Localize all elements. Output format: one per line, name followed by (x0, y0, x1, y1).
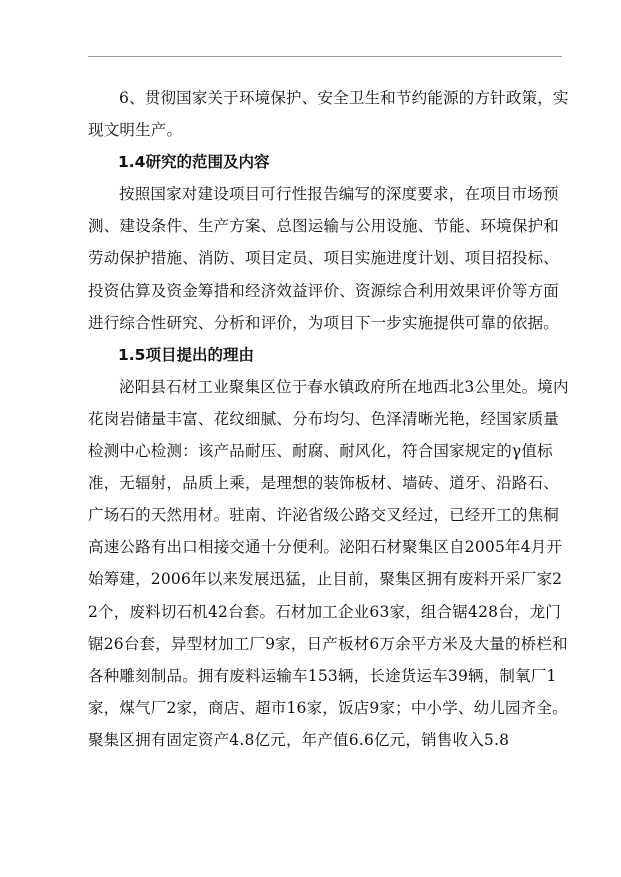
section-heading-1-4: 1.4研究的范围及内容 (118, 153, 270, 172)
section-body-1-4: 按照国家对建设项目可行性报告编写的深度要求，在项目市场预测、建设条件、生产方案、总图运输与公用设施、节能、环境保护和劳动保护措施、消防、项目定员、项目实施进度计划、项目招投标、投资估算及资金筹措和经济效益评价、资源综合利用效果评价等方面进行综合性研究、分析和评价，为项目下一步实施提供可靠的依据。 (88, 185, 560, 332)
header-rule (88, 56, 562, 57)
section-heading-1-5: 1.5项目提出的理由 (118, 345, 254, 364)
section-body-1-5: 泌阳县石材工业聚集区位于春水镇政府所在地西北3公里处。境内花岗岩储量丰富、花纹细腻、分布均匀、色泽清晰光艳，经国家质量检测中心检测：该产品耐压、耐腐、耐风化，符合国家规定的γ值标准，无辐射，品质上乘，是理想的装饰板材、墙砖、道牙、沿路石、广场石的天然用材。驻南、许泌省级公路交叉经过，已经开工的焦桐高速公路有出口相接交通十分便利。泌阳石材聚集区自2005年4月开始筹建，2006年以来发展迅猛，止目前，聚集区拥有废料开采厂家22个，废料切石机42台套。石材加工企业63家，组合锯428台，龙门锯26台套，异型材加工厂9家，日产板材6万余平方米及大量的桥栏和各种雕刻制品。拥有废料运输车153辆，长途货运车39辆，制氧厂1家，煤气厂2家，商店、超市16家，饭店9家；中小学、幼儿园齐全。聚集区拥有固定资产4.8亿元，年产值6.6亿元，销售收入5.8 (88, 377, 569, 749)
document-body (88, 82, 572, 756)
paragraph-item-6: 6、贯彻国家关于环境保护、安全卫生和节约能源的方针政策，实现文明生产。 (88, 89, 569, 140)
